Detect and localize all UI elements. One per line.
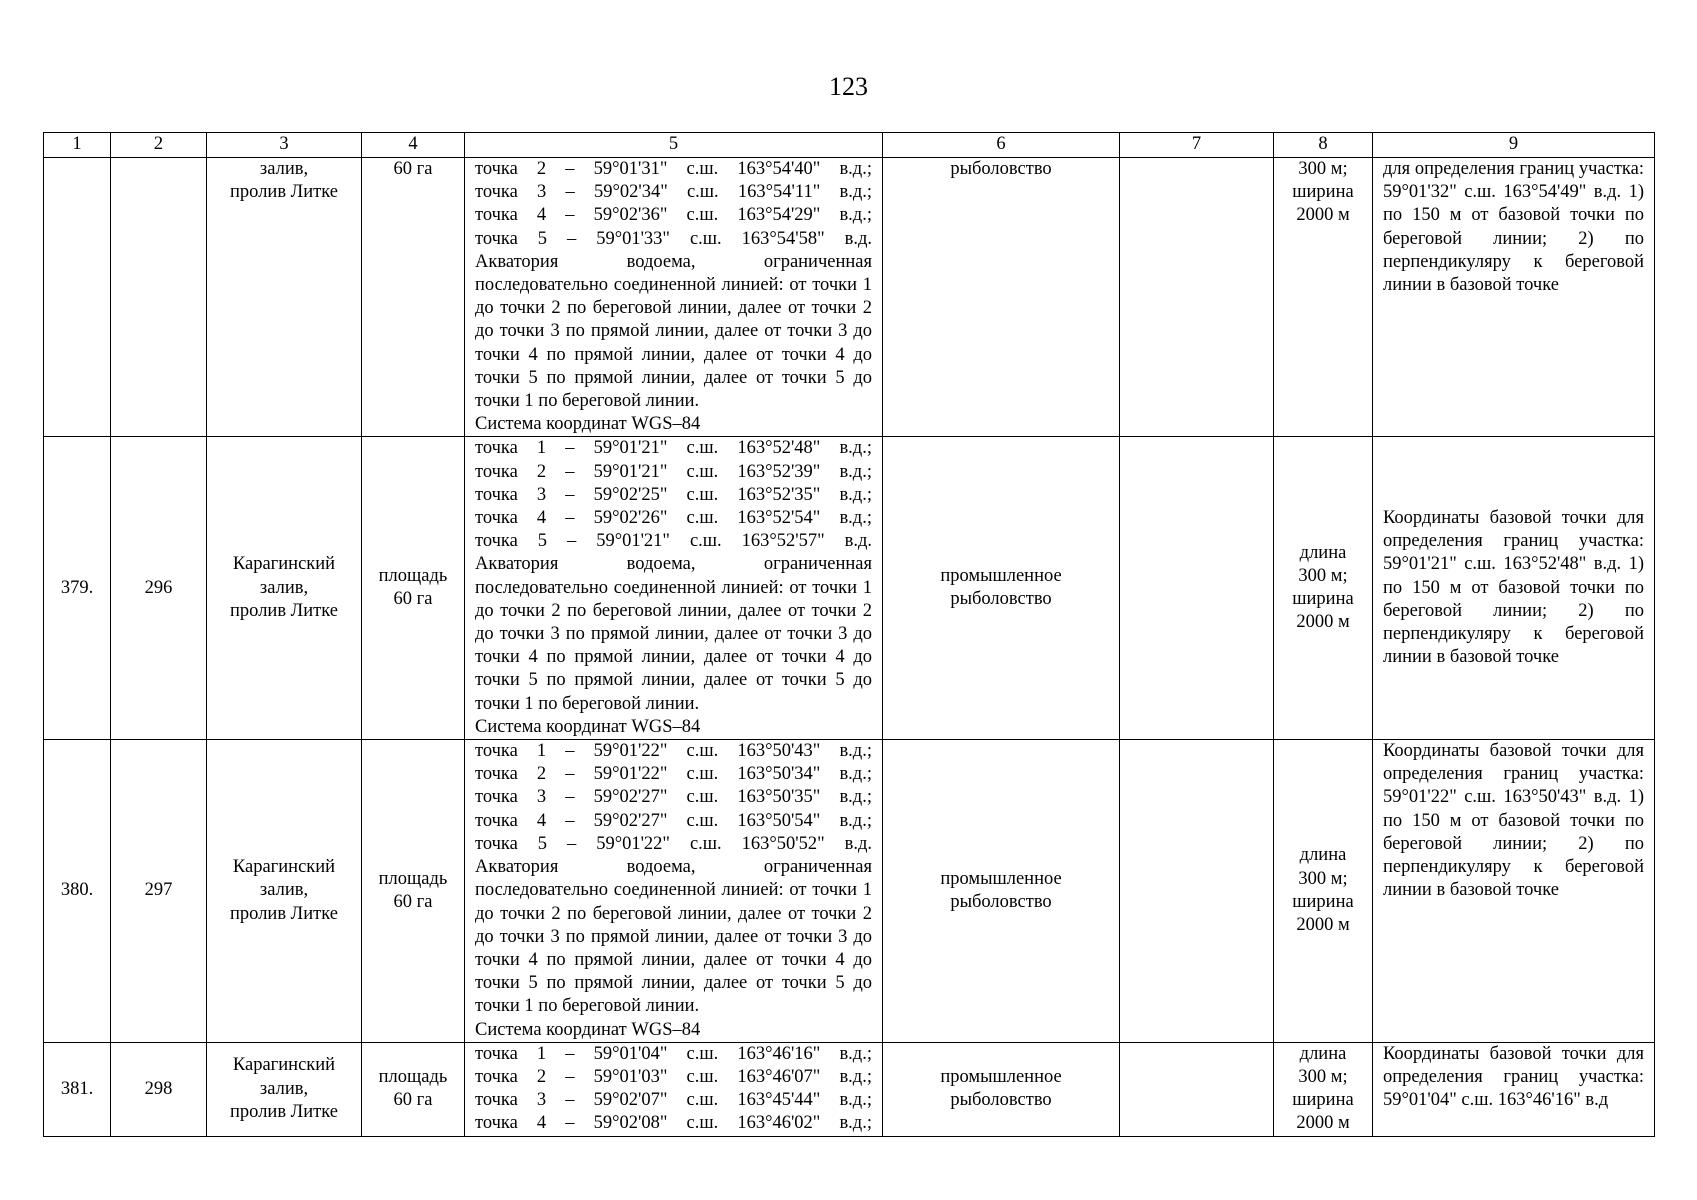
boundary-point-line: точка 4 – 59°02'36" с.ш. 163°54'29" в.д.; <box>475 205 872 226</box>
boundary-point-line: точка 4 – 59°02'27" с.ш. 163°50'54" в.д.; <box>475 810 872 831</box>
row-number-cell <box>44 740 111 1043</box>
dimension-line: 2000 м <box>1296 205 1350 226</box>
row-number: 379. <box>60 577 94 598</box>
dimension-line: 300 м; <box>1298 159 1348 179</box>
row-number: 380. <box>60 880 94 901</box>
base-point-cell <box>1373 437 1655 740</box>
purpose-line: рыболовство <box>950 589 1052 610</box>
base-point-cell <box>1373 740 1655 1043</box>
location-line: залив, <box>259 1078 309 1099</box>
dimension-line: ширина <box>1292 182 1354 203</box>
dimension-line: длина <box>1299 845 1347 866</box>
boundary-cell <box>465 740 883 1043</box>
area-cell <box>362 740 465 1043</box>
purpose-line: рыболовство <box>950 1090 1052 1111</box>
boundary-point-line: точка 4 – 59°02'26" с.ш. 163°52'54" в.д.; <box>475 508 872 529</box>
dimension-line: ширина <box>1292 589 1354 610</box>
dimension-line: 2000 м <box>1296 1113 1350 1134</box>
purpose-line: промышленное <box>940 566 1062 587</box>
area-line: площадь <box>378 566 448 587</box>
base-point-description: для определения границ участка: 59°01'32" с.ш. 163°54'49" в.д. 1) по 150 м от базовой точки по береговой линии; 2) по перпендикуляру к береговой линии в базовой точке <box>1383 159 1644 296</box>
location-line: залив, <box>259 159 309 179</box>
table-row <box>44 740 1655 1043</box>
boundary-point-line: точка 5 – 59°01'21" с.ш. 163°52'57" в.д. <box>475 531 872 552</box>
purpose-line: промышленное <box>940 1066 1062 1087</box>
section-number-cell <box>111 158 207 437</box>
dimension-line: длина <box>1299 542 1347 563</box>
header-cell: 1 <box>44 133 111 158</box>
location-line: Карагинский <box>232 1055 336 1076</box>
boundary-point-line: точка 2 – 59°01'22" с.ш. 163°50'34" в.д.; <box>475 764 872 785</box>
boundary-point-line: точка 5 – 59°01'22" с.ш. 163°50'52" в.д. <box>475 833 872 854</box>
header-cell: 8 <box>1274 133 1373 158</box>
row-number: 381. <box>60 1078 94 1099</box>
boundary-point-line: точка 3 – 59°02'34" с.ш. 163°54'11" в.д.; <box>475 182 872 203</box>
area-line: площадь <box>378 868 448 889</box>
boundary-cell <box>465 437 883 740</box>
boundary-point-line: точка 2 – 59°01'03" с.ш. 163°46'07" в.д.; <box>475 1066 872 1087</box>
area-line: 60 га <box>393 891 433 912</box>
base-point-description: Координаты базовой точки для определения границ участка: 59°01'22" с.ш. 163°50'43" в.д. 1) по 150 м от базовой точки по береговой линии; 2) по перпендикуляру к береговой линии в базовой точке <box>1383 741 1644 901</box>
dimension-line: 300 м; <box>1298 868 1348 889</box>
header-cell: 7 <box>1120 133 1274 158</box>
section-number-cell <box>111 437 207 740</box>
base-point-cell <box>1373 1042 1655 1136</box>
section-number-cell <box>111 1042 207 1136</box>
table-row <box>44 437 1655 740</box>
boundary-point-line: точка 5 – 59°01'33" с.ш. 163°54'58" в.д. <box>475 228 872 249</box>
dimension-line: длина <box>1299 1043 1347 1064</box>
dimension-line: 300 м; <box>1298 1066 1348 1087</box>
boundary-description: Акватория водоема, ограниченная последовательно соединенной линией: от точки 1 до точки 2 по береговой линии, далее от точки 2 до точки 3 по прямой линии, далее от точки 3 до точки 4 по прямой линии, далее от точки 4 до точки 5 по прямой линии, далее от точки 5 до точки 1 по береговой линии. <box>475 554 872 714</box>
purpose-line: промышленное <box>940 868 1062 889</box>
empty-cell <box>1120 1042 1274 1136</box>
section-number: 296 <box>144 577 173 598</box>
purpose-line: рыболовство <box>950 159 1052 179</box>
coordinate-system: Система координат WGS–84 <box>475 716 701 737</box>
dimension-line: 300 м; <box>1298 566 1348 587</box>
row-number-cell <box>44 437 111 740</box>
area-cell <box>362 1042 465 1136</box>
boundary-point-line: точка 1 – 59°01'22" с.ш. 163°50'43" в.д.; <box>475 741 872 762</box>
header-row <box>44 133 1655 158</box>
boundary-point-line: точка 1 – 59°01'04" с.ш. 163°46'16" в.д.; <box>475 1043 872 1064</box>
page-number: 123 <box>829 72 868 101</box>
location-line: пролив Литке <box>230 600 338 621</box>
location-cell <box>207 437 362 740</box>
purpose-line: рыболовство <box>950 891 1052 912</box>
dimension-line: ширина <box>1292 1090 1354 1111</box>
location-line: пролив Литке <box>230 1101 338 1122</box>
coordinate-system: Система координат WGS–84 <box>475 414 701 435</box>
header-cell: 4 <box>362 133 465 158</box>
location-cell <box>207 1042 362 1136</box>
purpose-cell <box>883 437 1120 740</box>
table-row <box>44 158 1655 437</box>
row-number-cell <box>44 1042 111 1136</box>
location-line: пролив Литке <box>230 903 338 924</box>
area-line: площадь <box>378 1066 448 1087</box>
empty-cell <box>1120 740 1274 1043</box>
location-line: залив, <box>259 880 309 901</box>
area-cell <box>362 158 465 437</box>
location-line: Карагинский <box>232 554 336 575</box>
base-point-description: Координаты базовой точки для определения границ участка: 59°01'04" с.ш. 163°46'16" в.д <box>1383 1043 1644 1111</box>
section-number: 298 <box>144 1078 173 1099</box>
area-line: 60 га <box>393 589 433 610</box>
location-cell <box>207 740 362 1043</box>
boundary-point-line: точка 2 – 59°01'31" с.ш. 163°54'40" в.д.; <box>475 159 872 179</box>
section-number-cell <box>111 740 207 1043</box>
boundary-cell <box>465 158 883 437</box>
area-cell <box>362 437 465 740</box>
header-cell: 3 <box>207 133 362 158</box>
dimension-line: 2000 м <box>1296 915 1350 936</box>
area-line: 60 га <box>393 1090 433 1111</box>
boundary-point-line: точка 3 – 59°02'25" с.ш. 163°52'35" в.д.; <box>475 484 872 505</box>
area-line: 60 га <box>393 159 433 179</box>
boundary-point-line: точка 3 – 59°02'27" с.ш. 163°50'35" в.д.; <box>475 787 872 808</box>
dimensions-cell <box>1274 1042 1373 1136</box>
registry-table <box>43 132 1655 1137</box>
dimensions-cell <box>1274 437 1373 740</box>
boundary-point-line: точка 2 – 59°01'21" с.ш. 163°52'39" в.д.; <box>475 461 872 482</box>
header-cell: 6 <box>883 133 1120 158</box>
header-cell: 5 <box>465 133 883 158</box>
dimension-line: ширина <box>1292 891 1354 912</box>
boundary-point-line: точка 4 – 59°02'08" с.ш. 163°46'02" в.д.; <box>475 1113 872 1134</box>
row-number-cell <box>44 158 111 437</box>
dimensions-cell <box>1274 158 1373 437</box>
header-cell: 2 <box>111 133 207 158</box>
base-point-cell <box>1373 158 1655 437</box>
location-line: залив, <box>259 577 309 598</box>
dimension-line: 2000 м <box>1296 612 1350 633</box>
boundary-cell <box>465 1042 883 1136</box>
location-cell <box>207 158 362 437</box>
header-cell: 9 <box>1373 133 1655 158</box>
purpose-cell <box>883 740 1120 1043</box>
coordinate-system: Система координат WGS–84 <box>475 1019 701 1040</box>
purpose-cell <box>883 158 1120 437</box>
base-point-description: Координаты базовой точки для определения границ участка: 59°01'21" с.ш. 163°52'48" в.д. 1) по 150 м от базовой точки по береговой линии; 2) по перпендикуляру к береговой линии в базовой точке <box>1383 508 1644 668</box>
location-line: Карагинский <box>232 857 336 878</box>
boundary-point-line: точка 1 – 59°01'21" с.ш. 163°52'48" в.д.; <box>475 438 872 459</box>
boundary-description: Акватория водоема, ограниченная последовательно соединенной линией: от точки 1 до точки 2 по береговой линии, далее от точки 2 до точки 3 по прямой линии, далее от точки 3 до точки 4 по прямой линии, далее от точки 4 до точки 5 по прямой линии, далее от точки 5 до точки 1 по береговой линии. <box>475 857 872 1017</box>
empty-cell <box>1120 158 1274 437</box>
dimensions-cell <box>1274 740 1373 1043</box>
section-number: 297 <box>144 880 173 901</box>
table-row <box>44 1042 1655 1136</box>
location-line: пролив Литке <box>230 182 338 203</box>
boundary-point-line: точка 3 – 59°02'07" с.ш. 163°45'44" в.д.; <box>475 1090 872 1111</box>
purpose-cell <box>883 1042 1120 1136</box>
empty-cell <box>1120 437 1274 740</box>
boundary-description: Акватория водоема, ограниченная последовательно соединенной линией: от точки 1 до точки 2 по береговой линии, далее от точки 2 до точки 3 по прямой линии, далее от точки 3 до точки 4 по прямой линии, далее от точки 4 до точки 5 по прямой линии, далее от точки 5 до точки 1 по береговой линии. <box>475 251 872 412</box>
